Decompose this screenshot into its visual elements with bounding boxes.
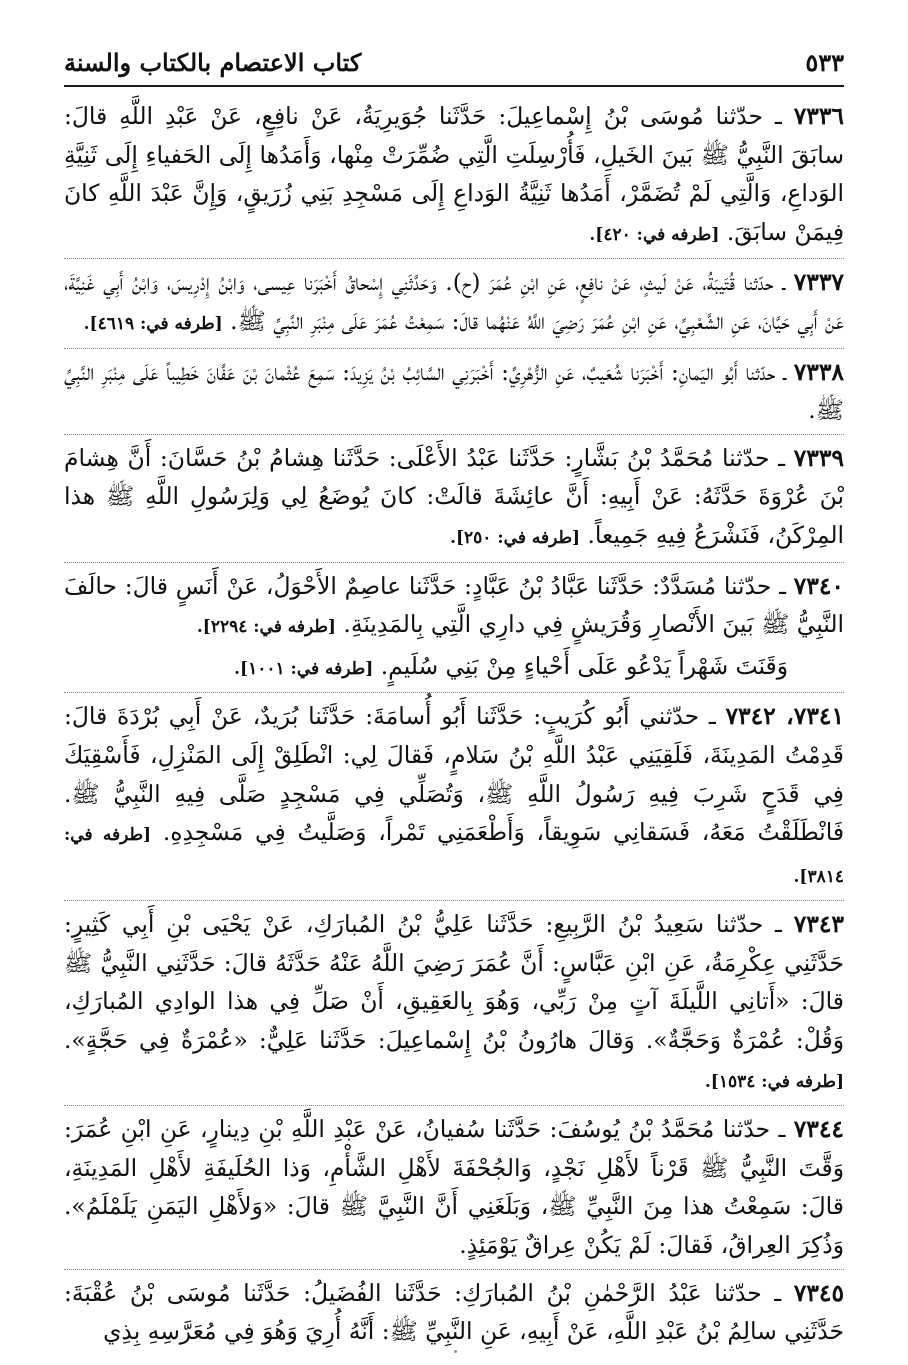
hadith-text: ـ حدّثنا أَبُو اليَمانِ: أَخْبَرَنا شُعَيبٌ، عَنِ الزُّهْرِيِّ: أَخْبَرَنِي السَّائِبُ بْنُ يَزِيدَ: سَمِعَ عُثْمانَ بْنَ عَفَّانَ خَطِيباً عَلَى مِنْبَرِ النَّبِيِّ ﷺ. bbox=[64, 357, 844, 425]
hadith-paragraph bbox=[64, 97, 844, 259]
taraf-reference: [طرفه في: ١٥٣٤]. bbox=[704, 1071, 844, 1092]
hadith-text: ـ حدّثنا مُحَمَّدُ بْنُ يُوسُفَ: حَدَّثَنا سُفيانُ، عَنْ عَبْدِ اللَّهِ بْنِ دِينارٍ، عَنِ ابْنِ عُمَرَ: وَقَّتَ النَّبِيُّ ﷺ قَرْناً لأَهْلِ نَجْدٍ، وَالجُحْفَةَ لأَهْلِ الشَّأْمِ، وَذا الحُلَيفَةِ لأَهْلِ المَدِينَةِ، قالَ: سَمِعْتُ هذا مِنَ النَّبِيِّ ﷺ، وَبَلَغَنِي أَنَّ النَّبِيَّ ﷺ قالَ: «وَلأَهْلِ اليَمَنِ يَلَمْلَمُ». وَذُكِرَ العِراقُ، فَقالَ: لَمْ يَكُنْ عِراقٌ يَوْمَئِذٍ. bbox=[64, 1115, 844, 1260]
hadith-number: ٧٣٤٤ bbox=[793, 1115, 844, 1144]
hadith-text: ـ حدّثنا مُسَدَّدٌ: حَدَّثَنا عَبَّادُ بْنُ عَبَّادٍ: حَدَّثَنا عاصِمٌ الأَحْوَلُ، عَنْ أَنَسٍ قالَ: حالَفَ النَّبِيُّ ﷺ بَينَ الأَنْصارِ وَقُرَيشٍ فِي دارِي الَّتِي بِالمَدِينَةِ. bbox=[64, 571, 844, 639]
hadith-number: ٧٣٣٨ bbox=[793, 357, 844, 386]
hadith-text: ـ حدّثنا سَعِيدُ بْنُ الرَّبِيعِ: حَدَّثَنا عَلِيُّ بْنُ المُبارَكِ، عَنْ يَحْيَى بْنِ أَبِي كَثِيرٍ: حَدَّثَنِي عِكْرِمَةُ، عَنِ ابْنِ عَبَّاسٍ: أَنَّ عُمَرَ رَضِيَ اللَّهُ عَنْهُ حَدَّثَهُ قالَ: حَدَّثَنِي النَّبِيُّ ﷺ قالَ: «أَتانِي اللَّيلَةَ آتٍ مِنْ رَبِّي، وَهُوَ بِالعَقِيقِ، أَنْ صَلِّ فِي هذا الوادِي المُبارَكِ، وَقُلْ: عُمْرَةٌ وَحَجَّةٌ». وَقالَ هارُونُ بْنُ إِسْماعِيلَ: حَدَّثَنا عَلِيٌّ: «عُمْرَةٌ فِي حَجَّةٍ». bbox=[64, 910, 844, 1055]
running-title: كتاب الاعتصام بالكتاب والسنة bbox=[64, 48, 362, 77]
taraf-reference: [طرفه في: ١٠٠١]. bbox=[234, 658, 374, 679]
hadith-number: ٧٣٣٦ bbox=[793, 102, 844, 130]
page-header bbox=[64, 48, 844, 87]
hadith-number: ٧٣٤٥ bbox=[793, 1278, 845, 1307]
hadith-text: ـ حدّثنا عَبْدُ الرَّحْمٰنِ بْنُ المُبارَكِ: حَدَّثَنا الفُضَيلُ: حَدَّثَنا مُوسَى بْنُ عُقْبَةَ: حَدَّثَنِي سالِمُ بْنُ عَبْدِ اللَّهِ، عَنْ أَبِيهِ، عَنِ النَّبِيِّ ﷺ: أَنَّهُ أُرِيَ وَهُوَ فِي مُعَرَّسِهِ بِذِي bbox=[64, 1278, 844, 1346]
hadith-number: ٧٣٤٣ bbox=[793, 910, 844, 939]
header-row bbox=[64, 48, 844, 77]
continuation-text: وَقَنَتَ شَهْراً يَدْعُو عَلَى أَحْياءٍ مِنْ بَنِي سُلَيمٍ. bbox=[380, 651, 788, 680]
taraf-reference: [طرفه في: ٤٦١٩]. bbox=[83, 313, 223, 334]
taraf-reference: [طرفه في: ٤٢٠]. bbox=[589, 224, 720, 245]
taraf-reference: [طرفه في: ٣٨١٤]. bbox=[64, 825, 844, 887]
hadith-number: ٧٣٣٧ bbox=[793, 268, 844, 297]
hadith-text: ـ حدّثنا مُوسَى بْنُ إِسْماعِيلَ: حَدَّثَنا جُوَيرِيَةُ، عَنْ نافِعٍ، عَنْ عَبْدِ اللَّهِ قالَ: سابَقَ النَّبِيُّ ﷺ بَينَ الخَيلِ، فَأُرْسِلَتِ الَّتِي ضُمِّرَتْ مِنْها، وَأَمَدُها إِلَى الحَفياءِ إِلَى ثَنِيَّةِ الوَداعِ، وَالَّتِي لَمْ تُضَمَّرْ، أَمَدُها ثَنِيَّةُ الوَداعِ إِلَى مَسْجِدِ بَنِي زُرَيقٍ، وَإِنَّ عَبْدَ اللَّهِ كانَ فِيمَنْ سابَقَ. bbox=[64, 102, 844, 246]
hadith-text: ـ حدّثنا مُحَمَّدُ بْنُ بَشَّارٍ: حَدَّثَنا عَبْدُ الأَعْلَى: حَدَّثَنا هِشامُ بْنُ حَسَّانَ: أَنَّ هِشامَ بْنَ عُرْوَةَ حَدَّثَهُ: عَنْ أَبِيهِ: أَنَّ عائِشَةَ قالَتْ: كانَ يُوضَعُ لِي وَلِرَسُولِ اللَّهِ ﷺ هذا المِرْكَنُ، فَنَشْرَعُ فِيهِ جَمِيعاً. bbox=[64, 443, 844, 549]
hadith-paragraph bbox=[64, 1274, 844, 1355]
page-speck bbox=[454, 1350, 457, 1353]
taraf-reference: [طرفه في: ٢٢٩٤]. bbox=[196, 617, 336, 638]
hadith-paragraph bbox=[64, 353, 844, 435]
hadith-text: ـ حدّثنا قُتَيبَةُ، عَنْ لَيثٍ، عَنْ نافِعٍ، عَنِ ابْنِ عُمَرَ (ح). وَحَدَّثَنِي إِسْحاقُ أَخْبَرَنا عِيسى، وَابْنُ إِدْرِيسَ، وَابْنُ أَبِي غَنِيَّةَ، عَنْ أَبِي حَيَّانَ، عَنِ الشَّعْبِيِّ، عَنِ ابْنِ عُمَرَ رَضِيَ اللَّهُ عَنْهُما قالَ: سَمِعْتُ عُمَرَ عَلَى مِنْبَرِ النَّبِيِّ ﷺ. bbox=[64, 268, 844, 335]
hadith-number: ٧٣٤٠ bbox=[793, 571, 844, 600]
hadith-paragraph bbox=[64, 439, 844, 563]
hadith-paragraph bbox=[64, 905, 844, 1106]
hadith-text: ـ حدّثني أَبُو كُرَيبٍ: حَدَّثَنا أَبُو أُسامَةَ: حَدَّثَنا بُرَيدٌ، عَنْ أَبِي بُرْدَةَ قالَ: قَدِمْتُ المَدِينَةَ، فَلَقِيَنِي عَبْدُ اللَّهِ بْنُ سَلامٍ، فَقالَ لِي: انْطَلِقْ إِلَى المَنْزِلِ، فَأَسْقِيَكَ فِي قَدَحٍ شَرِبَ فِيهِ رَسُولُ اللَّهِ ﷺ، وَتُصَلِّي فِي مَسْجِدٍ صَلَّى فِيهِ النَّبِيُّ ﷺ. فَانْطَلَقْتُ مَعَهُ، فَسَقانِي سَوِيقاً، وَأَطْعَمَنِي تَمْراً، وَصَلَّيتُ فِي مَسْجِدِهِ. bbox=[64, 702, 844, 847]
page-body bbox=[64, 97, 844, 1355]
page-number: ٥٣٣ bbox=[805, 48, 844, 77]
taraf-reference: [طرفه في: ٢٥٠]. bbox=[450, 527, 581, 548]
hadith-number: ٧٣٤١، ٧٣٤٢ bbox=[725, 702, 845, 731]
hadith-paragraph bbox=[64, 263, 844, 348]
hadith-paragraph bbox=[64, 1110, 844, 1269]
hadith-paragraph bbox=[64, 567, 844, 694]
hadith-paragraph bbox=[64, 697, 844, 901]
hadith-number: ٧٣٣٩ bbox=[793, 443, 844, 472]
hadith-continuation bbox=[64, 647, 844, 689]
